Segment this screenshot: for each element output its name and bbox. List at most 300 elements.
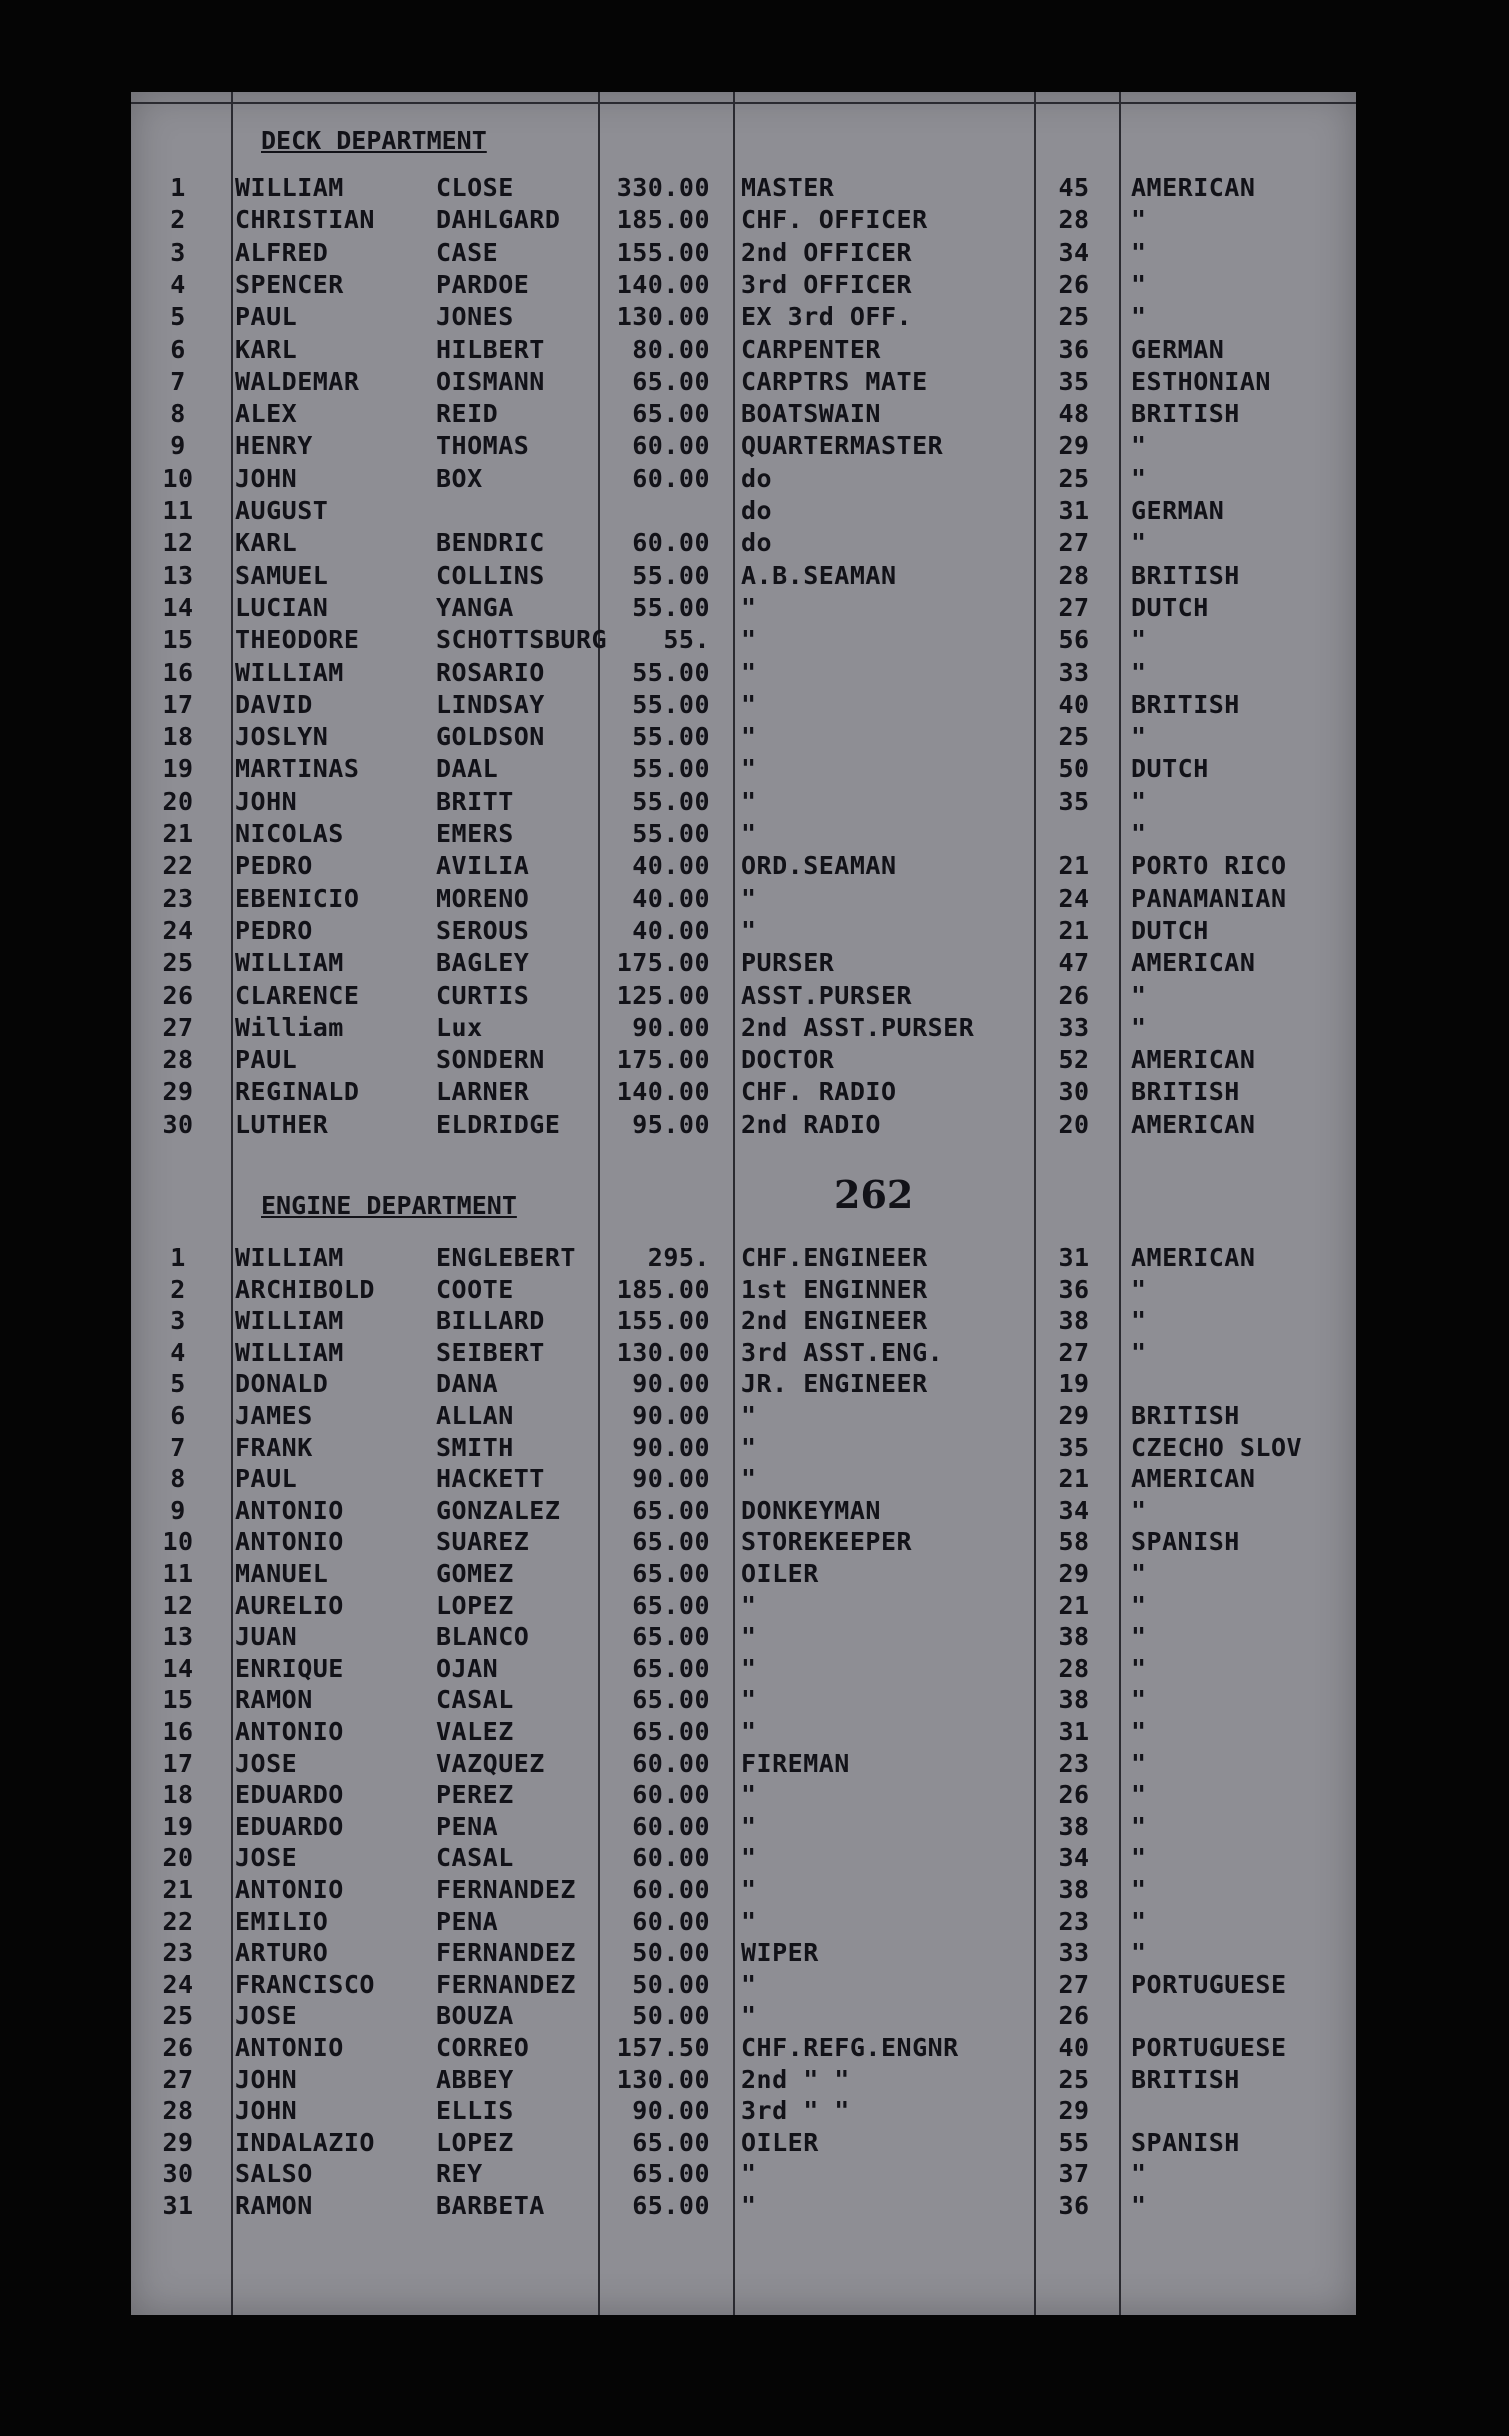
last-name: LOPEZ [436, 1590, 514, 1620]
first-name: ALEX [235, 399, 298, 429]
crew-row [131, 1558, 1356, 1590]
first-name: SAMUEL [235, 560, 329, 590]
crew-row [131, 2095, 1356, 2127]
nationality: PORTO RICO [1131, 851, 1287, 881]
last-name: CURTIS [436, 980, 530, 1010]
row-number: 25 [162, 948, 194, 978]
last-name: BILLARD [436, 1306, 545, 1336]
last-name: FERNANDEZ [436, 1938, 576, 1968]
rating: " [741, 2159, 757, 2189]
crew-row [131, 818, 1356, 850]
last-name: SMITH [436, 1432, 514, 1462]
first-name: JOSE [235, 1748, 298, 1778]
crew-row [131, 1432, 1356, 1464]
rating: do [741, 496, 773, 525]
last-name: CASAL [436, 1685, 514, 1715]
nationality: " [1131, 722, 1147, 752]
nationality: " [1131, 269, 1147, 299]
last-name: THOMAS [436, 431, 530, 461]
row-number: 19 [162, 1811, 194, 1841]
rating: " [741, 1906, 757, 1936]
row-number: 29 [162, 1077, 194, 1107]
wage: 95.00 [632, 1109, 710, 1139]
row-number: 14 [162, 1653, 194, 1683]
row-number: 7 [170, 366, 186, 396]
wage: 330.00 [616, 173, 710, 202]
age: 19 [1058, 1369, 1090, 1399]
nationality: " [1131, 1559, 1147, 1588]
age: 28 [1058, 205, 1090, 235]
rating: CHF.REFG.ENGNR [741, 2033, 959, 2062]
first-name: PAUL [235, 1045, 298, 1075]
crew-row [131, 527, 1356, 559]
age: 29 [1058, 431, 1090, 461]
first-name: CLARENCE [235, 980, 360, 1010]
nationality: " [1131, 1274, 1147, 1304]
rating: " [741, 2001, 757, 2031]
row-number: 9 [170, 431, 186, 461]
first-name: THEODORE [235, 625, 360, 655]
crew-row [131, 1842, 1356, 1874]
nationality: PORTUGUESE [1131, 2033, 1287, 2062]
row-number: 16 [162, 657, 194, 687]
crew-row [131, 1368, 1356, 1400]
crew-row [131, 269, 1356, 301]
rating: STOREKEEPER [741, 1527, 913, 1557]
last-name: BOUZA [436, 2001, 514, 2031]
nationality: " [1131, 1811, 1147, 1841]
first-name: WILLIAM [235, 657, 344, 687]
wage: 157.50 [616, 2033, 710, 2062]
nationality: " [1131, 1938, 1147, 1968]
crew-row [131, 1526, 1356, 1558]
age: 30 [1058, 1077, 1090, 1107]
first-name: JOHN [235, 786, 298, 816]
age: 38 [1058, 1622, 1090, 1652]
row-number: 17 [162, 689, 194, 719]
row-number: 6 [170, 334, 186, 364]
age: 25 [1058, 463, 1090, 493]
crew-row [131, 430, 1356, 462]
rating: " [741, 689, 757, 719]
nationality: " [1131, 1748, 1147, 1778]
crew-row [131, 1400, 1356, 1432]
first-name: PAUL [235, 302, 298, 332]
rating: ORD.SEAMAN [741, 851, 897, 881]
nationality: " [1131, 1685, 1147, 1715]
rating: 2nd ASST.PURSER [741, 1012, 975, 1042]
nationality: DUTCH [1131, 592, 1209, 622]
rating: CARPENTER [741, 334, 881, 364]
wage: 130.00 [616, 2064, 710, 2094]
age: 27 [1058, 528, 1090, 558]
row-number: 18 [162, 1780, 194, 1810]
last-name: BENDRIC [436, 528, 545, 558]
last-name: PARDOE [436, 269, 530, 299]
last-name: BAGLEY [436, 948, 530, 978]
wage: 65.00 [632, 1622, 710, 1652]
crew-row [131, 398, 1356, 430]
age: 55 [1058, 2127, 1090, 2157]
rating: " [741, 1875, 757, 1904]
first-name: ANTONIO [235, 2033, 344, 2062]
age: 21 [1058, 1590, 1090, 1620]
wage: 60.00 [632, 1748, 710, 1778]
wage: 155.00 [616, 1306, 710, 1336]
crew-row [131, 463, 1356, 495]
nationality: SPANISH [1131, 2127, 1240, 2157]
nationality: AMERICAN [1131, 1045, 1256, 1075]
wage: 65.00 [632, 366, 710, 396]
first-name: JUAN [235, 1622, 298, 1652]
wage: 60.00 [632, 1906, 710, 1936]
crew-row [131, 495, 1356, 527]
age: 25 [1058, 722, 1090, 752]
age: 45 [1058, 173, 1090, 202]
first-name: JOSE [235, 2001, 298, 2031]
wage: 125.00 [616, 980, 710, 1010]
wage: 65.00 [632, 1685, 710, 1715]
nationality: " [1131, 2159, 1147, 2189]
age: 28 [1058, 1653, 1090, 1683]
wage: 65.00 [632, 2159, 710, 2189]
first-name: ANTONIO [235, 1717, 344, 1746]
crew-row [131, 1779, 1356, 1811]
last-name: SEIBERT [436, 1337, 545, 1367]
first-name: ANTONIO [235, 1495, 344, 1525]
row-number: 7 [170, 1432, 186, 1462]
first-name: REGINALD [235, 1077, 360, 1107]
row-number: 28 [162, 1045, 194, 1075]
first-name: KARL [235, 528, 298, 558]
rating: CHF. OFFICER [741, 205, 928, 235]
crew-row [131, 753, 1356, 785]
last-name: AVILIA [436, 851, 530, 881]
wage: 130.00 [616, 302, 710, 332]
first-name: JOHN [235, 2064, 298, 2094]
crew-row [131, 204, 1356, 236]
crew-row [131, 915, 1356, 947]
crew-row [131, 2190, 1356, 2222]
age: 25 [1058, 302, 1090, 332]
crew-row [131, 2000, 1356, 2032]
row-number: 19 [162, 754, 194, 784]
crew-row [131, 689, 1356, 721]
last-name: SUAREZ [436, 1527, 530, 1557]
wage: 175.00 [616, 1045, 710, 1075]
nationality: " [1131, 463, 1147, 493]
age: 35 [1058, 1432, 1090, 1462]
crew-row [131, 1590, 1356, 1622]
first-name: WILLIAM [235, 1337, 344, 1367]
nationality: GERMAN [1131, 334, 1225, 364]
age: 27 [1058, 1337, 1090, 1367]
row-number: 28 [162, 2096, 194, 2126]
first-name: MARTINAS [235, 754, 360, 784]
rating: do [741, 463, 773, 493]
age: 40 [1058, 689, 1090, 719]
row-number: 20 [162, 786, 194, 816]
wage: 55.00 [632, 560, 710, 590]
first-name: PEDRO [235, 851, 313, 881]
last-name: DAHLGARD [436, 205, 561, 235]
wage: 175.00 [616, 948, 710, 978]
last-name: DANA [436, 1369, 499, 1399]
last-name: PENA [436, 1906, 499, 1936]
age: 31 [1058, 1243, 1090, 1272]
age: 26 [1058, 2001, 1090, 2031]
age: 29 [1058, 2096, 1090, 2126]
nationality: AMERICAN [1131, 1464, 1256, 1494]
first-name: ARCHIBOLD [235, 1274, 375, 1304]
last-name: PENA [436, 1811, 499, 1841]
row-number: 4 [170, 269, 186, 299]
first-name: EMILIO [235, 1906, 329, 1936]
first-name: PEDRO [235, 915, 313, 945]
wage: 65.00 [632, 2127, 710, 2157]
first-name: AURELIO [235, 1590, 344, 1620]
first-name: HENRY [235, 431, 313, 461]
row-number: 5 [170, 302, 186, 332]
nationality: AMERICAN [1131, 1109, 1256, 1139]
age: 35 [1058, 366, 1090, 396]
first-name: SPENCER [235, 269, 344, 299]
rating: " [741, 1432, 757, 1462]
crew-row [131, 657, 1356, 689]
wage: 60.00 [632, 463, 710, 493]
first-name: RAMON [235, 2191, 313, 2220]
wage: 65.00 [632, 2191, 710, 2220]
last-name: ALLAN [436, 1401, 514, 1430]
crew-row [131, 1621, 1356, 1653]
crew-row [131, 1874, 1356, 1906]
last-name: ROSARIO [436, 657, 545, 687]
rating: BOATSWAIN [741, 399, 881, 429]
first-name: JOSE [235, 1843, 298, 1873]
crew-row [131, 1811, 1356, 1843]
nationality: " [1131, 431, 1147, 461]
crew-row [131, 334, 1356, 366]
crew-row [131, 1937, 1356, 1969]
crew-row [131, 721, 1356, 753]
age: 48 [1058, 399, 1090, 429]
age: 38 [1058, 1685, 1090, 1715]
wage: 60.00 [632, 528, 710, 558]
crew-row [131, 2127, 1356, 2159]
rating: 2nd OFFICER [741, 237, 913, 267]
crew-row [131, 301, 1356, 333]
first-name: WILLIAM [235, 173, 344, 202]
last-name: BRITT [436, 786, 514, 816]
rating: do [741, 528, 773, 558]
rating: " [741, 1780, 757, 1810]
age: 29 [1058, 1559, 1090, 1588]
row-number: 8 [170, 399, 186, 429]
rating: DOCTOR [741, 1045, 835, 1075]
nationality: BRITISH [1131, 560, 1240, 590]
age: 27 [1058, 592, 1090, 622]
last-name: LARNER [436, 1077, 530, 1107]
wage: 90.00 [632, 1432, 710, 1462]
rating: 3rd OFFICER [741, 269, 913, 299]
age: 24 [1058, 883, 1090, 913]
row-number: 21 [162, 819, 194, 848]
age: 37 [1058, 2159, 1090, 2189]
crew-row [131, 560, 1356, 592]
first-name: LUTHER [235, 1109, 329, 1139]
last-name: COLLINS [436, 560, 545, 590]
last-name: CLOSE [436, 173, 514, 202]
last-name: VALEZ [436, 1717, 514, 1746]
wage: 40.00 [632, 915, 710, 945]
nationality: CZECHO SLOV [1131, 1432, 1303, 1462]
nationality: " [1131, 1337, 1147, 1367]
age: 26 [1058, 980, 1090, 1010]
wage: 155.00 [616, 237, 710, 267]
row-number: 26 [162, 2033, 194, 2062]
wage: 65.00 [632, 1527, 710, 1557]
age: 47 [1058, 948, 1090, 978]
row-number: 13 [162, 560, 194, 590]
crew-row [131, 1684, 1356, 1716]
last-name: COOTE [436, 1274, 514, 1304]
first-name: WILLIAM [235, 1306, 344, 1336]
rating: " [741, 1969, 757, 1999]
nationality: " [1131, 1306, 1147, 1336]
row-number: 24 [162, 915, 194, 945]
last-name: BLANCO [436, 1622, 530, 1652]
wage: 60.00 [632, 1811, 710, 1841]
nationality: " [1131, 1622, 1147, 1652]
nationality: " [1131, 302, 1147, 332]
nationality: " [1131, 237, 1147, 267]
last-name: EMERS [436, 819, 514, 848]
age: 34 [1058, 237, 1090, 267]
first-name: KARL [235, 334, 298, 364]
row-number: 27 [162, 2064, 194, 2094]
age: 26 [1058, 269, 1090, 299]
rating: " [741, 2191, 757, 2220]
first-name: ANTONIO [235, 1875, 344, 1904]
last-name: HACKETT [436, 1464, 545, 1494]
rating: DONKEYMAN [741, 1495, 881, 1525]
wage: 130.00 [616, 1337, 710, 1367]
nationality: BRITISH [1131, 1077, 1240, 1107]
crew-row [131, 366, 1356, 398]
nationality: " [1131, 205, 1147, 235]
wage: 60.00 [632, 431, 710, 461]
age: 56 [1058, 625, 1090, 655]
nationality: " [1131, 1717, 1147, 1746]
last-name: SONDERN [436, 1045, 545, 1075]
crew-row [131, 172, 1356, 204]
wage: 50.00 [632, 1938, 710, 1968]
crew-row [131, 1274, 1356, 1306]
crew-row [131, 786, 1356, 818]
crew-row [131, 2158, 1356, 2190]
nationality: AMERICAN [1131, 1243, 1256, 1272]
wage: 90.00 [632, 2096, 710, 2126]
row-number: 31 [162, 2191, 194, 2220]
first-name: NICOLAS [235, 819, 344, 848]
wage: 55.00 [632, 819, 710, 848]
first-name: JAMES [235, 1401, 313, 1430]
page-number: 262 [834, 1172, 914, 1217]
wage: 90.00 [632, 1369, 710, 1399]
age: 35 [1058, 786, 1090, 816]
first-name: DAVID [235, 689, 313, 719]
first-name: CHRISTIAN [235, 205, 375, 235]
wage: 65.00 [632, 1559, 710, 1588]
rating: " [741, 1811, 757, 1841]
row-number: 2 [170, 1274, 186, 1304]
wage: 60.00 [632, 1875, 710, 1904]
nationality: " [1131, 1653, 1147, 1683]
row-number: 23 [162, 1938, 194, 1968]
row-number: 2 [170, 205, 186, 235]
nationality: BRITISH [1131, 689, 1240, 719]
last-name: PEREZ [436, 1780, 514, 1810]
rating: " [741, 819, 757, 848]
first-name: EDUARDO [235, 1780, 344, 1810]
nationality: DUTCH [1131, 915, 1209, 945]
row-number: 15 [162, 625, 194, 655]
first-name: ENRIQUE [235, 1653, 344, 1683]
age: 38 [1058, 1875, 1090, 1904]
crew-row [131, 2032, 1356, 2064]
row-number: 23 [162, 883, 194, 913]
age: 36 [1058, 2191, 1090, 2220]
last-name: FERNANDEZ [436, 1875, 576, 1904]
crew-row [131, 1716, 1356, 1748]
top-rule [131, 102, 1356, 104]
first-name: ALFRED [235, 237, 329, 267]
age: 50 [1058, 754, 1090, 784]
age: 40 [1058, 2033, 1090, 2062]
last-name: HILBERT [436, 334, 545, 364]
age: 23 [1058, 1748, 1090, 1778]
crew-row [131, 883, 1356, 915]
age: 36 [1058, 334, 1090, 364]
crew-row [131, 1012, 1356, 1044]
manifest-sheet [131, 92, 1356, 2315]
nationality: SPANISH [1131, 1527, 1240, 1557]
rating: 3rd " " [741, 2096, 850, 2126]
rating: PURSER [741, 948, 835, 978]
row-number: 17 [162, 1748, 194, 1778]
first-name: RAMON [235, 1685, 313, 1715]
row-number: 3 [170, 1306, 186, 1336]
first-name: WILLIAM [235, 1243, 344, 1272]
rating: 3rd ASST.ENG. [741, 1337, 944, 1367]
rating: " [741, 1590, 757, 1620]
rating: MASTER [741, 173, 835, 202]
age: 38 [1058, 1811, 1090, 1841]
wage: 55.00 [632, 722, 710, 752]
last-name: LINDSAY [436, 689, 545, 719]
last-name: BARBETA [436, 2191, 545, 2220]
last-name: CASE [436, 237, 499, 267]
last-name: YANGA [436, 592, 514, 622]
wage: 55.00 [632, 689, 710, 719]
rating: " [741, 1464, 757, 1494]
rating: OILER [741, 2127, 819, 2157]
row-number: 8 [170, 1464, 186, 1494]
rating: EX 3rd OFF. [741, 302, 913, 332]
crew-row [131, 1748, 1356, 1780]
row-number: 4 [170, 1337, 186, 1367]
wage: 65.00 [632, 1495, 710, 1525]
